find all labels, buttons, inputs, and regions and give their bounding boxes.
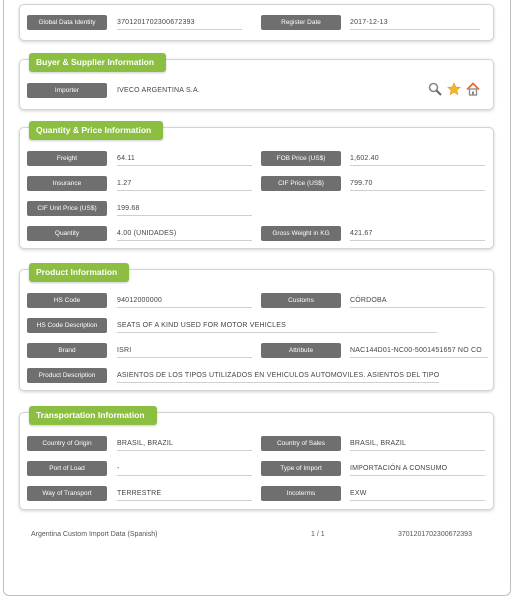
- cif-price-value: 799.70: [350, 176, 485, 191]
- brand-value: ISRI: [117, 343, 252, 358]
- incoterms-label: Incoterms: [261, 486, 341, 501]
- gross-weight-value: 421.67: [350, 226, 485, 241]
- country-of-sales-label: Country of Sales: [261, 436, 341, 451]
- fob-price-label: FOB Price (US$): [261, 151, 341, 166]
- transportation-heading: Transportation Information: [29, 406, 157, 425]
- product-card: [19, 269, 494, 391]
- footer-source: Argentina Custom Import Data (Spanish): [31, 531, 158, 538]
- global-id-label: Global Data Identity: [27, 15, 107, 30]
- incoterms-value: EXW: [350, 486, 485, 501]
- attribute-label: Attribute: [261, 343, 341, 358]
- home-icon[interactable]: [466, 82, 480, 96]
- hs-code-description-value: SEATS OF A KIND USED FOR MOTOR VEHICLES: [117, 318, 437, 333]
- way-of-transport-label: Way of Transport: [27, 486, 107, 501]
- type-of-import-label: Type of Import: [261, 461, 341, 476]
- footer-record-id: 3701201702300672393: [398, 531, 472, 538]
- quantity-label: Quantity: [27, 226, 107, 241]
- country-of-origin-value: BRASIL, BRAZIL: [117, 436, 252, 451]
- footer-page-number: 1 / 1: [311, 531, 325, 538]
- insurance-value: 1.27: [117, 176, 252, 191]
- quantity-value: 4.00 (UNIDADES): [117, 226, 252, 241]
- cif-price-label: CIF Price (US$): [261, 176, 341, 191]
- customs-value: CÓRDOBA: [350, 293, 485, 308]
- hs-code-label: HS Code: [27, 293, 107, 308]
- quantity-price-heading: Quantity & Price Information: [29, 121, 163, 140]
- register-date-value: 2017-12-13: [350, 15, 480, 30]
- fob-price-value: 1,602.40: [350, 151, 485, 166]
- freight-value: 64.11: [117, 151, 252, 166]
- importer-label: Importer: [27, 83, 107, 98]
- product-description-value: ASIENTOS DE LOS TIPOS UTILIZADOS EN VEHICULOS AUTOMOVILES. ASIENTOS DEL TIPO: [117, 368, 439, 383]
- transportation-card: [19, 412, 494, 510]
- hs-code-value: 94012000000: [117, 293, 252, 308]
- customs-label: Customs: [261, 293, 341, 308]
- port-of-load-label: Port of Load: [27, 461, 107, 476]
- register-date-label: Register Date: [261, 15, 341, 30]
- product-description-label: Product Description: [27, 368, 107, 383]
- freight-label: Freight: [27, 151, 107, 166]
- buyer-supplier-card: [19, 59, 494, 110]
- buyer-supplier-heading: Buyer & Supplier Information: [29, 53, 166, 72]
- country-of-origin-label: Country of Origin: [27, 436, 107, 451]
- product-heading: Product Information: [29, 263, 129, 282]
- country-of-sales-value: BRASIL, BRAZIL: [350, 436, 485, 451]
- quantity-price-card: [19, 127, 494, 249]
- global-id-value: 3701201702300672393: [117, 15, 242, 30]
- cif-unit-price-value: 199.68: [117, 201, 252, 216]
- port-of-load-value: -: [117, 461, 252, 476]
- gross-weight-label: Gross Weight in KG: [261, 226, 341, 241]
- way-of-transport-value: TERRESTRE: [117, 486, 252, 501]
- insurance-label: Insurance: [27, 176, 107, 191]
- search-icon[interactable]: [428, 82, 442, 96]
- cif-unit-price-label: CIF Unit Price (US$): [27, 201, 107, 216]
- hs-code-description-label: HS Code Description: [27, 318, 107, 333]
- identity-card: [19, 4, 494, 41]
- attribute-value: NAC144D01-NC00-5001451657 NO CO: [350, 343, 488, 358]
- brand-label: Brand: [27, 343, 107, 358]
- star-icon[interactable]: [447, 82, 461, 96]
- type-of-import-value: IMPORTACIÓN A CONSUMO: [350, 461, 485, 476]
- importer-value: IVECO ARGENTINA S.A.: [117, 87, 200, 94]
